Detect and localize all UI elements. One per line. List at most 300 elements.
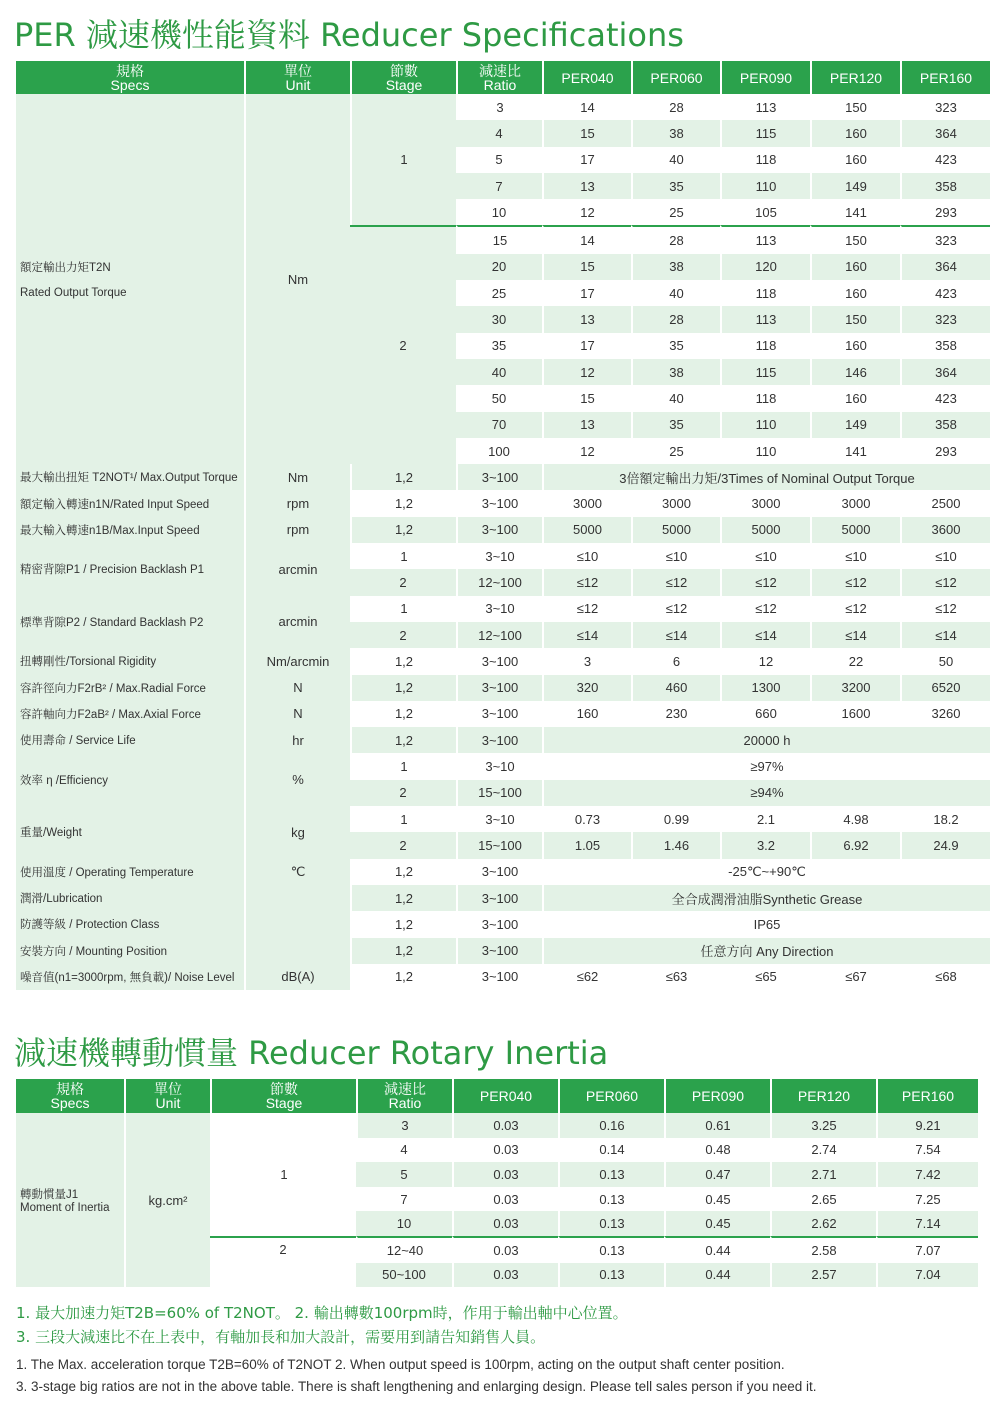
value-cell: -25℃~+90℃ <box>542 859 990 885</box>
value-cell: 15 <box>542 385 631 411</box>
value-cell: 115 <box>720 359 810 385</box>
value-cell: 25 <box>631 438 720 464</box>
ratio-cell: 40 <box>456 359 542 385</box>
stage-cell: 1 <box>350 94 456 225</box>
value-cell: ≤12 <box>631 596 720 622</box>
value-cell: 12 <box>542 199 631 225</box>
value-cell: 3000 <box>720 490 810 516</box>
value-cell: 28 <box>631 225 720 253</box>
stage-cell: 1,2 <box>350 938 456 964</box>
value-cell: 15 <box>542 254 631 280</box>
value-cell: ≤12 <box>900 569 990 595</box>
value-cell: 35 <box>631 333 720 359</box>
value-cell: 40 <box>631 147 720 173</box>
stage-cell: 1,2 <box>350 727 456 753</box>
value-cell: 118 <box>720 333 810 359</box>
value-cell: 293 <box>900 438 990 464</box>
footnote-cn-1: 1. 最大加速力矩T2B=60% of T2NOT。 2. 輸出轉數100rpm時，作用于輸出軸中心位置。 <box>16 1304 628 1322</box>
value-cell: 0.14 <box>558 1138 664 1163</box>
stage-cell: 2 <box>350 622 456 648</box>
value-cell: 5000 <box>631 517 720 543</box>
header-specs: 規格 Specs <box>16 1079 124 1113</box>
ratio-cell: 3~100 <box>456 648 542 674</box>
value-cell: 3000 <box>542 490 631 516</box>
ratio-cell: 70 <box>456 412 542 438</box>
value-cell: 0.13 <box>558 1236 664 1263</box>
value-cell: 358 <box>900 333 990 359</box>
value-cell: 0.03 <box>452 1263 558 1288</box>
ratio-cell: 12~100 <box>456 569 542 595</box>
stage-cell: 1,2 <box>350 859 456 885</box>
header-specs: 規格 Specs <box>16 61 244 94</box>
value-cell: 40 <box>631 385 720 411</box>
value-cell: 50 <box>900 648 990 674</box>
unit-cell <box>244 885 350 911</box>
header-ratio: 減速比 Ratio <box>356 1079 452 1113</box>
value-cell: 323 <box>900 94 990 120</box>
value-cell: 0.99 <box>631 806 720 832</box>
footnote-en-2: 3. 3-stage big ratios are not in the above table. There is shaft lengthening and enlarging design. Please tell sales person if you need it. <box>16 1379 817 1394</box>
value-cell: 任意方向 Any Direction <box>542 938 990 964</box>
ratio-cell: 7 <box>456 173 542 199</box>
value-cell: 5000 <box>542 517 631 543</box>
value-cell: 13 <box>542 173 631 199</box>
value-cell: 0.03 <box>452 1211 558 1236</box>
value-cell: 113 <box>720 306 810 332</box>
ratio-cell: 3~100 <box>456 517 542 543</box>
ratio-cell: 3~100 <box>456 464 542 490</box>
value-cell: 7.14 <box>876 1211 978 1236</box>
table-header-row <box>16 61 990 94</box>
row-label: 使用溫度 / Operating Temperature <box>16 859 244 885</box>
header-unit: 單位 Unit <box>244 61 350 94</box>
row-label: 額定輸入轉速n1N/Rated Input Speed <box>16 490 244 516</box>
ratio-cell: 15 <box>456 225 542 253</box>
value-cell: 17 <box>542 147 631 173</box>
header-model: PER120 <box>770 1079 876 1113</box>
inertia-table <box>16 1079 978 1287</box>
value-cell: 0.03 <box>452 1236 558 1263</box>
value-cell: 118 <box>720 385 810 411</box>
value-cell: 660 <box>720 701 810 727</box>
value-cell: 423 <box>900 147 990 173</box>
value-cell: ≤14 <box>720 622 810 648</box>
value-cell: ≤12 <box>542 569 631 595</box>
table-row <box>16 648 990 674</box>
ratio-cell: 30 <box>456 306 542 332</box>
ratio-cell: 7 <box>356 1187 452 1212</box>
value-cell: ≤62 <box>542 964 631 990</box>
value-cell: 113 <box>720 225 810 253</box>
value-cell: ≤67 <box>810 964 900 990</box>
ratio-cell: 3~100 <box>456 675 542 701</box>
value-cell: 149 <box>810 173 900 199</box>
row-label: 潤滑/Lubrication <box>16 885 244 911</box>
stage-cell: 1,2 <box>350 648 456 674</box>
value-cell: 0.47 <box>664 1162 770 1187</box>
specifications-table <box>16 61 990 990</box>
value-cell: ≤68 <box>900 964 990 990</box>
value-cell: 460 <box>631 675 720 701</box>
table-header-row <box>16 1079 978 1113</box>
value-cell: 7.04 <box>876 1263 978 1288</box>
ratio-cell: 12~40 <box>356 1236 452 1263</box>
unit-cell: rpm <box>244 490 350 516</box>
value-cell: 0.03 <box>452 1113 558 1138</box>
value-cell: 141 <box>810 438 900 464</box>
value-cell: 2.1 <box>720 806 810 832</box>
unit-cell: hr <box>244 727 350 753</box>
value-cell: 0.13 <box>558 1263 664 1288</box>
value-cell: 1.05 <box>542 832 631 858</box>
ratio-cell: 20 <box>456 254 542 280</box>
stage-cell: 1 <box>350 753 456 779</box>
unit-cell: arcmin <box>244 543 350 596</box>
value-cell: 0.13 <box>558 1162 664 1187</box>
value-cell: 323 <box>900 306 990 332</box>
ratio-cell: 3~10 <box>456 596 542 622</box>
value-cell: 12 <box>720 648 810 674</box>
header-model: PER060 <box>631 61 720 94</box>
value-cell: 110 <box>720 173 810 199</box>
header-model: PER040 <box>452 1079 558 1113</box>
value-cell: 12 <box>542 438 631 464</box>
header-model: PER040 <box>542 61 631 94</box>
value-cell: 3200 <box>810 675 900 701</box>
value-cell: 0.44 <box>664 1263 770 1288</box>
value-cell: 150 <box>810 306 900 332</box>
row-label: 安裝方向 / Mounting Position <box>16 938 244 964</box>
value-cell: 3 <box>542 648 631 674</box>
stage-cell: 1,2 <box>350 911 456 937</box>
value-cell: ≤12 <box>810 569 900 595</box>
value-cell: 35 <box>631 173 720 199</box>
inertia-label: 轉動慣量J1 Moment of Inertia <box>16 1113 124 1287</box>
value-cell: 0.03 <box>452 1138 558 1163</box>
header-unit: 單位 Unit <box>124 1079 210 1113</box>
table-row <box>16 911 990 937</box>
footnote-en-1: 1. The Max. acceleration torque T2B=60% of T2NOT 2. When output speed is 100rpm, acting on the output shaft center position. <box>16 1357 785 1372</box>
value-cell: 2.65 <box>770 1187 876 1212</box>
stage-cell: 1,2 <box>350 885 456 911</box>
stage-cell: 1,2 <box>350 964 456 990</box>
stage-cell: 1 <box>350 543 456 569</box>
value-cell: 9.21 <box>876 1113 978 1138</box>
value-cell: 1300 <box>720 675 810 701</box>
value-cell: 160 <box>810 147 900 173</box>
stage-cell: 1,2 <box>350 490 456 516</box>
row-label: 使用壽命 / Service Life <box>16 727 244 753</box>
header-stage: 節數 Stage <box>350 61 456 94</box>
value-cell: 7.25 <box>876 1187 978 1212</box>
value-cell: 全合成潤滑油脂Synthetic Grease <box>542 885 990 911</box>
ratio-cell: 100 <box>456 438 542 464</box>
ratio-cell: 3~100 <box>456 938 542 964</box>
stage-cell: 2 <box>210 1236 356 1287</box>
row-label: 噪音值(n1=3000rpm, 無負載)/ Noise Level <box>16 964 244 990</box>
value-cell: 160 <box>810 385 900 411</box>
value-cell: ≤10 <box>810 543 900 569</box>
stage-cell: 1,2 <box>350 701 456 727</box>
value-cell: 358 <box>900 173 990 199</box>
value-cell: 3.25 <box>770 1113 876 1138</box>
header-stage: 節數 Stage <box>210 1079 356 1113</box>
ratio-cell: 3~100 <box>456 727 542 753</box>
value-cell: 105 <box>720 199 810 225</box>
ratio-cell: 10 <box>356 1211 452 1236</box>
value-cell: 0.13 <box>558 1187 664 1212</box>
ratio-cell: 3~10 <box>456 543 542 569</box>
value-cell: 17 <box>542 280 631 306</box>
value-cell: 113 <box>720 94 810 120</box>
value-cell: ≤14 <box>631 622 720 648</box>
ratio-cell: 3~100 <box>456 911 542 937</box>
ratio-cell: 3~100 <box>456 490 542 516</box>
value-cell: ≤12 <box>631 569 720 595</box>
unit-cell: arcmin <box>244 596 350 649</box>
value-cell: 0.16 <box>558 1113 664 1138</box>
table-row <box>16 859 990 885</box>
value-cell: 3260 <box>900 701 990 727</box>
row-label: 最大輸出扭矩 T2NOT¹/ Max.Output Torque <box>16 464 244 490</box>
value-cell: 149 <box>810 412 900 438</box>
value-cell: 146 <box>810 359 900 385</box>
value-cell: 7.54 <box>876 1138 978 1163</box>
row-label: 容許徑向力F2rB² / Max.Radial Force <box>16 675 244 701</box>
header-model: PER120 <box>810 61 900 94</box>
value-cell: 230 <box>631 701 720 727</box>
row-label: 效率 η /Efficiency <box>16 753 244 806</box>
table-row <box>16 596 990 622</box>
value-cell: 6 <box>631 648 720 674</box>
footnote-cn-2: 3. 三段大減速比不在上表中，有軸加長和加大設計，需要用到請告知銷售人員。 <box>16 1328 546 1346</box>
value-cell: 14 <box>542 225 631 253</box>
table-row <box>16 885 990 911</box>
value-cell: 0.03 <box>452 1187 558 1212</box>
value-cell: 160 <box>810 280 900 306</box>
value-cell: 5000 <box>810 517 900 543</box>
value-cell: 150 <box>810 94 900 120</box>
value-cell: 22 <box>810 648 900 674</box>
value-cell: 110 <box>720 412 810 438</box>
value-cell: 160 <box>542 701 631 727</box>
value-cell: ≤10 <box>542 543 631 569</box>
ratio-cell: 15~100 <box>456 832 542 858</box>
stage-cell: 2 <box>350 225 456 464</box>
value-cell: 0.45 <box>664 1211 770 1236</box>
unit-cell <box>244 938 350 964</box>
value-cell: 0.61 <box>664 1113 770 1138</box>
value-cell: ≤14 <box>810 622 900 648</box>
inertia-unit: kg.cm² <box>124 1113 210 1287</box>
table-row <box>16 94 990 120</box>
value-cell: 423 <box>900 280 990 306</box>
header-model: PER090 <box>720 61 810 94</box>
unit-cell: rpm <box>244 517 350 543</box>
value-cell: 12 <box>542 359 631 385</box>
value-cell: 40 <box>631 280 720 306</box>
value-cell: ≤14 <box>542 622 631 648</box>
value-cell: 118 <box>720 280 810 306</box>
table-row <box>16 753 990 779</box>
value-cell: 1.46 <box>631 832 720 858</box>
stage-cell: 1,2 <box>350 517 456 543</box>
value-cell: 423 <box>900 385 990 411</box>
row-label: 扭轉剛性/Torsional Rigidity <box>16 648 244 674</box>
value-cell: 7.07 <box>876 1236 978 1263</box>
table-row <box>16 517 990 543</box>
value-cell: 0.44 <box>664 1236 770 1263</box>
value-cell: 3000 <box>810 490 900 516</box>
value-cell: 320 <box>542 675 631 701</box>
unit-cell: % <box>244 753 350 806</box>
value-cell: 141 <box>810 199 900 225</box>
unit-cell: N <box>244 701 350 727</box>
value-cell: 358 <box>900 412 990 438</box>
value-cell: 35 <box>631 412 720 438</box>
value-cell: 28 <box>631 306 720 332</box>
row-label: 防護等級 / Protection Class <box>16 911 244 937</box>
unit-cell: kg <box>244 806 350 859</box>
value-cell: ≤12 <box>900 596 990 622</box>
value-cell: 24.9 <box>900 832 990 858</box>
value-cell: 3.2 <box>720 832 810 858</box>
table-row <box>16 964 990 990</box>
value-cell: ≤10 <box>631 543 720 569</box>
value-cell: 38 <box>631 120 720 146</box>
value-cell: 25 <box>631 199 720 225</box>
value-cell: 110 <box>720 438 810 464</box>
ratio-cell: 3~100 <box>456 859 542 885</box>
ratio-cell: 50 <box>456 385 542 411</box>
ratio-cell: 5 <box>356 1162 452 1187</box>
unit-cell: Nm/arcmin <box>244 648 350 674</box>
ratio-cell: 4 <box>456 120 542 146</box>
ratio-cell: 4 <box>356 1138 452 1163</box>
stage-cell: 2 <box>350 832 456 858</box>
stage-cell: 1 <box>350 596 456 622</box>
ratio-cell: 35 <box>456 333 542 359</box>
value-cell: 5000 <box>720 517 810 543</box>
value-cell: 2500 <box>900 490 990 516</box>
header-ratio: 減速比 Ratio <box>456 61 542 94</box>
value-cell: 0.45 <box>664 1187 770 1212</box>
value-cell: 160 <box>810 120 900 146</box>
unit-cell: ℃ <box>244 859 350 885</box>
value-cell: 3000 <box>631 490 720 516</box>
stage-cell: 1 <box>350 806 456 832</box>
unit-cell: dB(A) <box>244 964 350 990</box>
value-cell: ≤10 <box>720 543 810 569</box>
value-cell: IP65 <box>542 911 990 937</box>
table-row <box>16 1113 978 1138</box>
value-cell: ≤12 <box>720 569 810 595</box>
value-cell: 38 <box>631 359 720 385</box>
ratio-cell: 3 <box>356 1113 452 1138</box>
table-row <box>16 464 990 490</box>
value-cell: 150 <box>810 225 900 253</box>
value-cell: ≤10 <box>900 543 990 569</box>
ratio-cell: 3 <box>456 94 542 120</box>
rated-torque-label: 額定輸出力矩T2N Rated Output Torque <box>16 94 244 464</box>
ratio-cell: 3~100 <box>456 964 542 990</box>
row-label: 標準背隙P2 / Standard Backlash P2 <box>16 596 244 649</box>
ratio-cell: 15~100 <box>456 780 542 806</box>
value-cell: 4.98 <box>810 806 900 832</box>
value-cell: ≤14 <box>900 622 990 648</box>
rated-torque-unit: Nm <box>244 94 350 464</box>
ratio-cell: 3~10 <box>456 753 542 779</box>
row-label: 最大輸入轉速n1B/Max.Input Speed <box>16 517 244 543</box>
value-cell: 160 <box>810 254 900 280</box>
header-model: PER090 <box>664 1079 770 1113</box>
value-cell: ≤63 <box>631 964 720 990</box>
value-cell: 14 <box>542 94 631 120</box>
value-cell: 115 <box>720 120 810 146</box>
ratio-cell: 3~10 <box>456 806 542 832</box>
table-row <box>16 806 990 832</box>
row-label: 重量/Weight <box>16 806 244 859</box>
value-cell: 20000 h <box>542 727 990 753</box>
value-cell: 2.74 <box>770 1138 876 1163</box>
value-cell: 0.48 <box>664 1138 770 1163</box>
ratio-cell: 50~100 <box>356 1263 452 1288</box>
value-cell: 6520 <box>900 675 990 701</box>
value-cell: 323 <box>900 225 990 253</box>
stage-cell: 1,2 <box>350 675 456 701</box>
ratio-cell: 5 <box>456 147 542 173</box>
value-cell: 1600 <box>810 701 900 727</box>
value-cell: 0.13 <box>558 1211 664 1236</box>
value-cell: 13 <box>542 306 631 332</box>
value-cell: 6.92 <box>810 832 900 858</box>
table-row <box>16 938 990 964</box>
table-row <box>16 701 990 727</box>
value-cell: 120 <box>720 254 810 280</box>
table-row <box>16 543 990 569</box>
table-row <box>16 727 990 753</box>
unit-cell: N <box>244 675 350 701</box>
value-cell: ≤65 <box>720 964 810 990</box>
table-row <box>16 490 990 516</box>
page-title-specifications: PER 減速機性能資料 Reducer Specifications <box>14 16 684 54</box>
header-model: PER160 <box>876 1079 978 1113</box>
unit-cell: Nm <box>244 464 350 490</box>
value-cell: 15 <box>542 120 631 146</box>
ratio-cell: 12~100 <box>456 622 542 648</box>
value-cell: 293 <box>900 199 990 225</box>
row-label: 容許軸向力F2aB² / Max.Axial Force <box>16 701 244 727</box>
ratio-cell: 10 <box>456 199 542 225</box>
value-cell: 3倍額定輸出力矩/3Times of Nominal Output Torque <box>542 464 990 490</box>
value-cell: 18.2 <box>900 806 990 832</box>
value-cell: ≥97% <box>542 753 990 779</box>
value-cell: 2.58 <box>770 1236 876 1263</box>
value-cell: ≤12 <box>720 596 810 622</box>
value-cell: 0.73 <box>542 806 631 832</box>
value-cell: 28 <box>631 94 720 120</box>
value-cell: 118 <box>720 147 810 173</box>
value-cell: 364 <box>900 120 990 146</box>
value-cell: ≤12 <box>810 596 900 622</box>
value-cell: ≤12 <box>542 596 631 622</box>
unit-cell <box>244 911 350 937</box>
value-cell: 2.57 <box>770 1263 876 1288</box>
value-cell: 7.42 <box>876 1162 978 1187</box>
value-cell: 38 <box>631 254 720 280</box>
value-cell: 13 <box>542 412 631 438</box>
value-cell: 17 <box>542 333 631 359</box>
